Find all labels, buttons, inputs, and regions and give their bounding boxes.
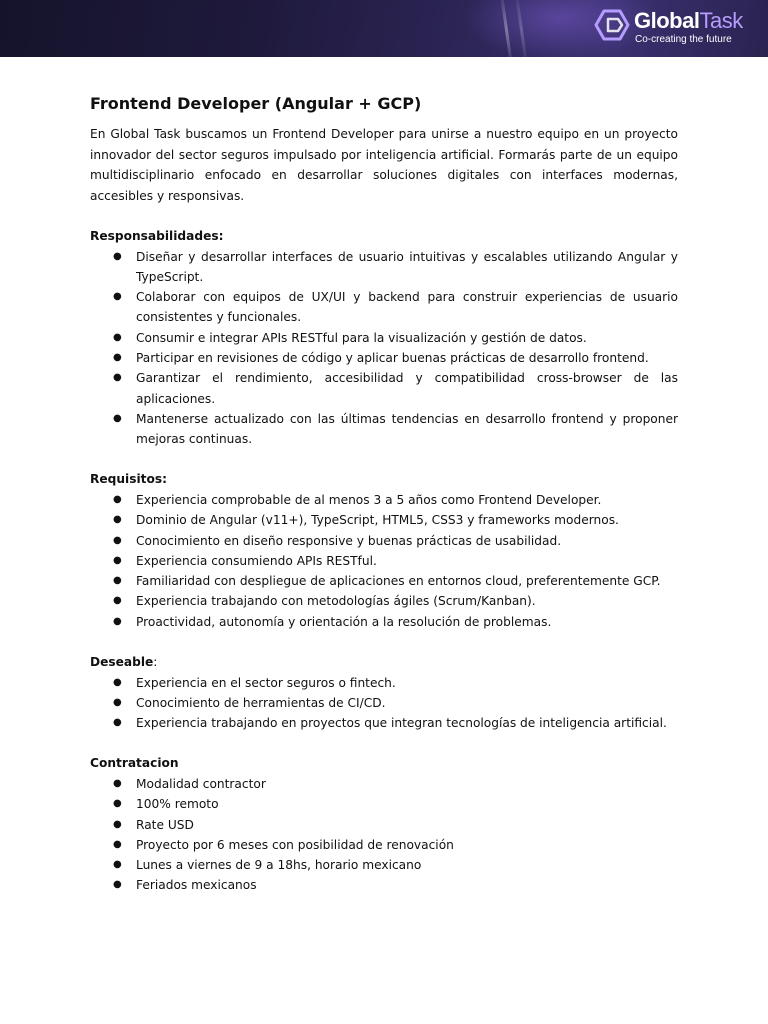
list-item-text: Experiencia consumiendo APIs RESTful. xyxy=(136,553,377,568)
bullet-icon: ● xyxy=(113,575,122,587)
deseable-heading-text: Deseable xyxy=(90,655,154,670)
section-heading-contratacion: Contratacion xyxy=(90,756,179,771)
list-item-text: Participar en revisiones de código y aplicar buenas prácticas de desarrollo frontend. xyxy=(136,350,649,365)
bullet-icon: ● xyxy=(113,838,122,850)
logo-tagline: Co-creating the future xyxy=(635,34,732,45)
list-item-text: Lunes a viernes de 9 a 18hs, horario mexicano xyxy=(136,858,422,873)
bullet-icon: ● xyxy=(113,696,122,708)
bullet-icon: ● xyxy=(113,412,122,424)
bullet-icon: ● xyxy=(113,879,122,891)
list-item xyxy=(90,571,678,591)
list-item xyxy=(90,409,678,450)
list-item xyxy=(90,348,678,368)
list-item-text: Experiencia en el sector seguros o fintech. xyxy=(136,675,396,690)
list-deseable xyxy=(90,673,678,734)
list-item xyxy=(90,693,678,713)
list-item-text: Garantizar el rendimiento, accesibilidad y compatibilidad cross-browser de las aplicaciones. xyxy=(136,371,678,406)
list-item-text: Experiencia trabajando con metodologías ágiles (Scrum/Kanban). xyxy=(136,594,536,609)
list-item-text: Experiencia comprobable de al menos 3 a 5 años como Frontend Developer. xyxy=(136,492,602,507)
list-item-text: Mantenerse actualizado con las últimas tendencias en desarrollo frontend y proponer mejoras continuas. xyxy=(136,411,678,447)
bullet-icon: ● xyxy=(113,250,122,262)
bullet-icon: ● xyxy=(113,595,122,607)
globaltask-logo xyxy=(594,8,754,48)
bullet-icon: ● xyxy=(113,777,122,789)
list-item xyxy=(90,815,678,835)
list-item-text: Rate USD xyxy=(136,817,194,832)
bullet-icon: ● xyxy=(113,351,122,363)
deseable-heading-colon: : xyxy=(153,655,158,670)
logo-wordmark xyxy=(634,8,743,34)
section-heading-responsabilidades: Responsabilidades: xyxy=(90,229,224,243)
section-heading-deseable xyxy=(90,652,678,673)
list-item xyxy=(90,531,678,551)
section-heading-requisitos: Requisitos: xyxy=(90,472,167,487)
logo-word-global: Global xyxy=(634,8,700,33)
list-item-text: Conocimiento en diseño responsive y buenas prácticas de usabilidad. xyxy=(136,533,562,548)
list-item-text: Conocimiento de herramientas de CI/CD. xyxy=(136,695,386,710)
bullet-icon: ● xyxy=(113,554,122,566)
list-item xyxy=(90,673,678,693)
list-item xyxy=(90,328,678,348)
list-item-text: Proactividad, autonomía y orientación a la resolución de problemas. xyxy=(136,614,552,629)
intro-paragraph: En Global Task buscamos un Frontend Developer para unirse a nuestro equipo en un proyecto innovador del sector seguros impulsado por inteligencia artificial. Formarás parte de un equipo multidisciplinario enfocado en desarrollar soluciones digitales con interfaces modernas, accesibles y responsivas. xyxy=(90,127,678,203)
bullet-icon: ● xyxy=(113,331,122,343)
list-responsabilidades xyxy=(90,247,678,450)
bullet-icon: ● xyxy=(113,514,122,526)
list-item-text: Dominio de Angular (v11+), TypeScript, HTML5, CSS3 y frameworks modernos. xyxy=(136,513,619,528)
list-item xyxy=(90,591,678,611)
list-requisitos xyxy=(90,490,678,632)
list-item xyxy=(90,713,678,733)
list-item-text: Familiaridad con despliegue de aplicaciones en entornos cloud, preferentemente GCP. xyxy=(136,574,661,589)
list-item xyxy=(90,490,678,510)
list-item xyxy=(90,287,678,328)
bullet-icon: ● xyxy=(113,534,122,546)
bullet-icon: ● xyxy=(113,676,122,688)
list-item-text: Experiencia trabajando en proyectos que integran tecnologías de inteligencia artificial. xyxy=(136,716,667,731)
list-item xyxy=(90,835,678,855)
bullet-icon: ● xyxy=(113,717,122,729)
list-item-text: Proyecto por 6 meses con posibilidad de renovación xyxy=(136,837,454,852)
bullet-icon: ● xyxy=(113,372,122,384)
list-item xyxy=(90,551,678,571)
globaltask-hexagon-icon xyxy=(594,8,630,44)
list-item-text: Colaborar con equipos de UX/UI y backend para construir experiencias de usuario consistentes y funcionales. xyxy=(136,290,678,325)
bullet-icon: ● xyxy=(113,615,122,627)
list-item xyxy=(90,247,678,288)
list-item-text: Feriados mexicanos xyxy=(136,878,257,893)
list-item xyxy=(90,855,678,875)
banner-light-streak xyxy=(514,0,528,57)
bullet-icon: ● xyxy=(113,859,122,871)
logo-word-task: Task xyxy=(699,8,743,33)
list-item-text: 100% remoto xyxy=(136,797,219,812)
list-item-text: Modalidad contractor xyxy=(136,776,266,791)
list-item xyxy=(90,510,678,530)
list-item xyxy=(90,774,678,794)
job-description xyxy=(90,93,678,916)
list-item xyxy=(90,875,678,895)
list-item xyxy=(90,794,678,814)
list-contratacion xyxy=(90,774,678,896)
banner-light-streak xyxy=(499,0,513,57)
bullet-icon: ● xyxy=(113,818,122,830)
bullet-icon: ● xyxy=(113,291,122,303)
bullet-icon: ● xyxy=(113,493,122,505)
list-item-text: Diseñar y desarrollar interfaces de usuario intuitivas y escalables utilizando Angular y TypeScript. xyxy=(136,249,678,284)
list-item xyxy=(90,368,678,409)
header-banner xyxy=(0,0,768,57)
list-item-text: Consumir e integrar APIs RESTful para la visualización y gestión de datos. xyxy=(136,330,587,345)
list-item xyxy=(90,612,678,632)
page-title: Frontend Developer (Angular + GCP) xyxy=(90,94,422,113)
bullet-icon: ● xyxy=(113,798,122,810)
